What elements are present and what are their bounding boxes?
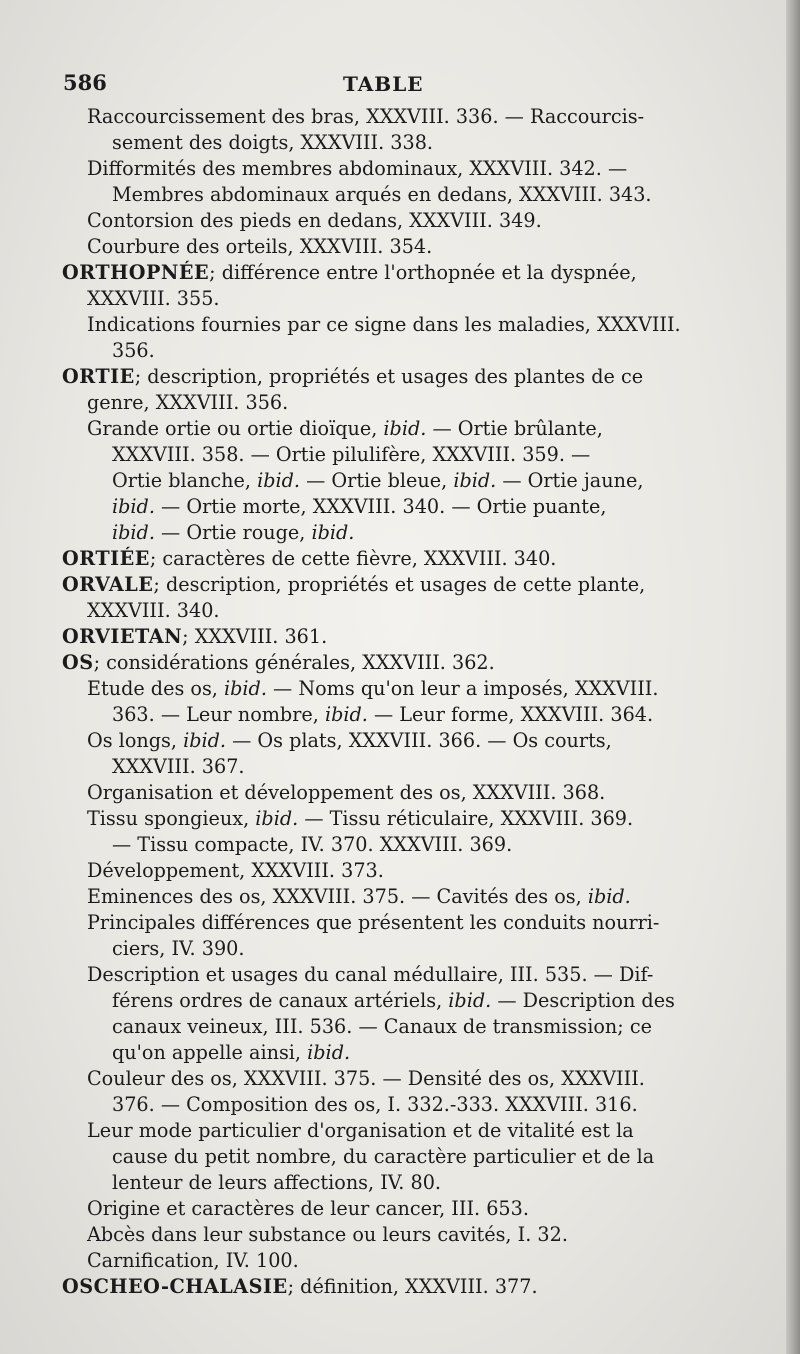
index-line: Os longs, ibid. — Os plats, XXXVIII. 366. — Os courts,: [87, 729, 612, 752]
ibid-reference: ibid.: [255, 807, 299, 830]
index-line: — Tissu compacte, IV. 370. XXXVIII. 369.: [112, 833, 513, 856]
ibid-reference: ibid.: [383, 417, 427, 440]
entry-headword: ORVIETAN: [62, 625, 183, 648]
ibid-reference: ibid.: [307, 1041, 351, 1064]
index-line: Tissu spongieux, ibid. — Tissu réticulaire, XXXVIII. 369.: [87, 807, 634, 830]
ibid-reference: ibid.: [587, 885, 631, 908]
index-line: Développement, XXXVIII. 373.: [87, 859, 384, 882]
index-line: ciers, IV. 390.: [112, 937, 245, 960]
index-line: Description et usages du canal médullaire, III. 535. — Dif-: [87, 963, 654, 986]
index-line: OS; considérations générales, XXXVIII. 362.: [62, 651, 495, 674]
entry-headword: ORTIE: [62, 365, 135, 388]
index-line: ORVIETAN; XXXVIII. 361.: [62, 625, 328, 648]
index-line: 363. — Leur nombre, ibid. — Leur forme, XXXVIII. 364.: [112, 703, 654, 726]
index-line: Eminences des os, XXXVIII. 375. — Cavités des os, ibid.: [87, 885, 631, 908]
index-line: 376. — Composition des os, I. 332.-333. XXXVIII. 316.: [112, 1093, 638, 1116]
page-number: 586: [63, 70, 107, 95]
ibid-reference: ibid.: [224, 677, 267, 700]
index-line: férens ordres de canaux artériels, ibid. — Description des: [112, 989, 675, 1012]
page-header: [0, 70, 800, 104]
entry-headword: ORTIÉE: [62, 547, 150, 570]
ibid-reference: ibid.: [112, 521, 155, 544]
index-line: qu'on appelle ainsi, ibid.: [112, 1041, 351, 1064]
index-line: Contorsion des pieds en dedans, XXXVIII. 349.: [87, 209, 542, 232]
index-line: Etude des os, ibid. — Noms qu'on leur a imposés, XXXVIII.: [87, 677, 659, 700]
index-line: Abcès dans leur substance ou leurs cavités, I. 32.: [87, 1223, 568, 1246]
index-line: XXXVIII. 340.: [87, 599, 220, 622]
index-line: ibid. — Ortie morte, XXXVIII. 340. — Ortie puante,: [112, 495, 607, 518]
index-line: ORTIE; description, propriétés et usages des plantes de ce: [62, 365, 644, 388]
index-line: Membres abdominaux arqués en dedans, XXXVIII. 343.: [112, 183, 652, 206]
index-line: XXXVIII. 355.: [87, 287, 220, 310]
index-line: 356.: [112, 339, 155, 362]
index-line: XXXVIII. 367.: [112, 755, 245, 778]
index-line: ORVALE; description, propriétés et usages de cette plante,: [62, 573, 646, 596]
ibid-reference: ibid.: [448, 989, 492, 1012]
ibid-reference: ibid.: [112, 495, 155, 518]
index-line: sement des doigts, XXXVIII. 338.: [112, 131, 434, 154]
page-edge-shadow: [786, 0, 800, 1354]
index-line: lenteur de leurs affections, IV. 80.: [112, 1171, 442, 1194]
index-line: Organisation et développement des os, XXXVIII. 368.: [87, 781, 606, 804]
entry-headword: ORVALE: [62, 573, 154, 596]
entry-headword: OS: [62, 651, 94, 674]
ibid-reference: ibid.: [257, 469, 301, 492]
running-title: TABLE: [343, 72, 424, 96]
index-line: Carnification, IV. 100.: [87, 1249, 299, 1272]
ibid-reference: ibid.: [311, 521, 355, 544]
index-line: ibid. — Ortie rouge, ibid.: [112, 521, 355, 544]
index-line: ORTIÉE; caractères de cette fièvre, XXXVIII. 340.: [62, 547, 557, 570]
index-line: genre, XXXVIII. 356.: [87, 391, 289, 414]
index-line: Origine et caractères de leur cancer, III. 653.: [87, 1197, 529, 1220]
index-line: Couleur des os, XXXVIII. 375. — Densité des os, XXXVIII.: [87, 1067, 645, 1090]
index-line: Grande ortie ou ortie dioïque, ibid. — Ortie brûlante,: [87, 417, 603, 440]
index-line: OSCHEO-CHALASIE; définition, XXXVIII. 377.: [62, 1275, 538, 1298]
index-line: cause du petit nombre, du caractère particulier et de la: [112, 1145, 655, 1168]
entry-headword: ORTHOPNÉE: [62, 261, 210, 284]
index-line: Indications fournies par ce signe dans les maladies, XXXVIII.: [87, 313, 681, 336]
entry-headword: OSCHEO-CHALASIE: [62, 1275, 288, 1298]
index-line: canaux veineux, III. 536. — Canaux de transmission; ce: [112, 1015, 652, 1038]
index-line: Raccourcissement des bras, XXXVIII. 336. — Raccourcis-: [87, 105, 645, 128]
index-line: ORTHOPNÉE; différence entre l'orthopnée et la dyspnée,: [62, 261, 637, 284]
index-line: Principales différences que présentent les conduits nourri-: [87, 911, 660, 934]
index-line: Difformités des membres abdominaux, XXXVIII. 342. —: [87, 157, 628, 180]
index-line: Courbure des orteils, XXXVIII. 354.: [87, 235, 433, 258]
index-line: Leur mode particulier d'organisation et de vitalité est la: [87, 1119, 634, 1142]
index-line: XXXVIII. 358. — Ortie pilulifère, XXXVIII. 359. —: [112, 443, 591, 466]
ibid-reference: ibid.: [453, 469, 497, 492]
ibid-reference: ibid.: [324, 703, 368, 726]
ibid-reference: ibid.: [183, 729, 227, 752]
index-line: Ortie blanche, ibid. — Ortie bleue, ibid. — Ortie jaune,: [112, 469, 644, 492]
